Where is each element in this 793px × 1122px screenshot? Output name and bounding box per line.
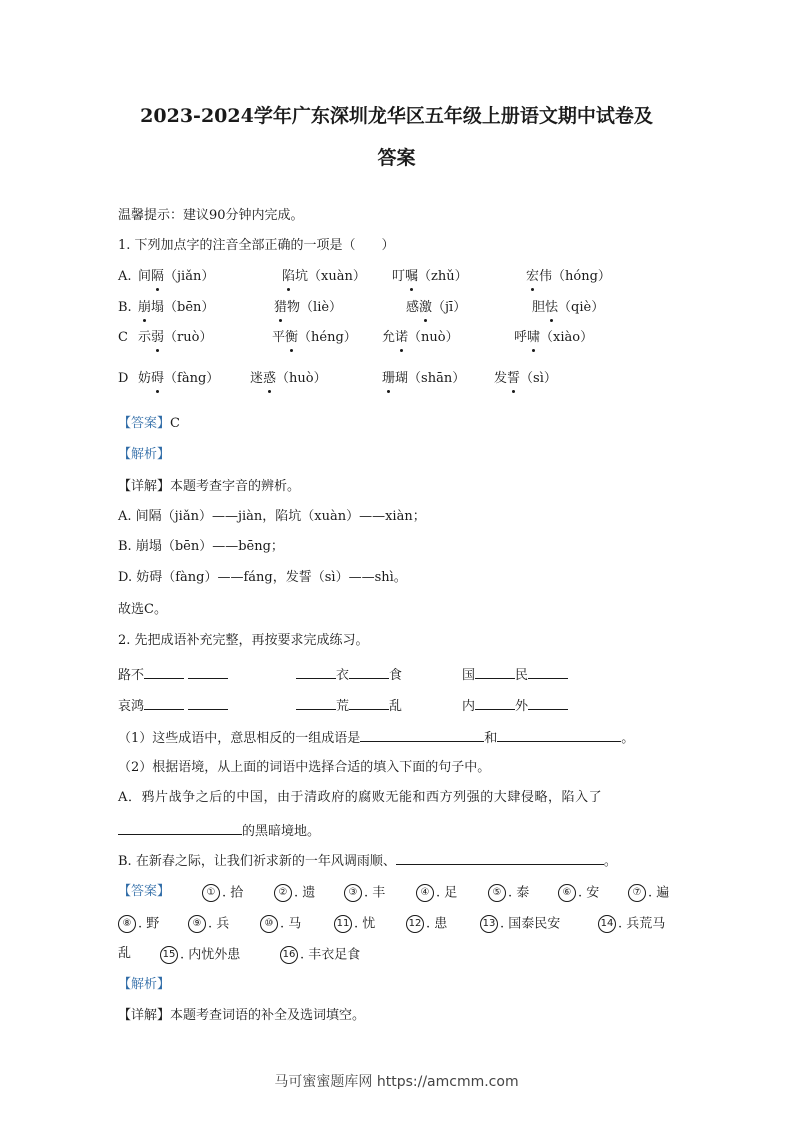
- idiom-1: 路不: [118, 666, 228, 684]
- q1-option-word: [274, 300, 342, 316]
- word-part: （xiào）: [540, 330, 594, 345]
- dotted-char: 惑: [263, 371, 277, 386]
- q1-option-word: [138, 269, 214, 285]
- dotted-char: 隔: [151, 269, 165, 284]
- word-part: 塌: [151, 300, 165, 315]
- circled-number: ⑧: [118, 915, 136, 933]
- dotted-char: 崩: [138, 300, 152, 315]
- word-part: （liè）: [300, 300, 343, 315]
- word-part: （huò）: [276, 371, 327, 386]
- answer-text: . 野: [138, 916, 160, 932]
- dotted-char: 珊: [382, 371, 396, 386]
- dotted-char: 碍: [151, 371, 165, 386]
- idiom-4: 哀鸿: [118, 697, 228, 715]
- answer-text: . 忧: [354, 916, 376, 932]
- q1-option-word: [526, 269, 611, 285]
- answer-text: . 拾: [222, 885, 244, 901]
- q1-explain-d: D. 妨碍（fàng）——fáng，发誓（sì）——shì。: [118, 570, 407, 585]
- q1-option-word: [282, 269, 366, 285]
- q2-sub1: （1）这些成语中，意思相反的一组成语是 和 。: [118, 731, 635, 746]
- q1-option-word: [406, 300, 466, 316]
- idiom-3: 国 民: [462, 666, 568, 684]
- q1-option-word: [532, 300, 604, 316]
- q2-sentence-b: B. 在新春之际，让我们祈求新的一年风调雨顺、 。: [118, 854, 617, 869]
- q2-sentence-a-tail: 的黑暗境地。: [118, 822, 320, 840]
- answer-text: . 兵荒马: [618, 916, 666, 932]
- answer-text: . 遍: [648, 885, 670, 901]
- circled-number: ②: [274, 884, 292, 902]
- q1-option-word: [514, 330, 593, 346]
- word-part: （xuàn）: [308, 269, 366, 284]
- circled-number: ⑥: [558, 884, 576, 902]
- circled-number: ④: [416, 884, 434, 902]
- circled-number: ⑤: [488, 884, 506, 902]
- q2-answer-item: [274, 884, 315, 902]
- dotted-char: 猎: [274, 300, 288, 315]
- answer-text: . 患: [426, 916, 448, 932]
- word-part: （jī）: [432, 300, 467, 315]
- tip-text: 温馨提示：建议90分钟内完成。: [118, 208, 304, 223]
- word-part: （shān）: [408, 371, 466, 386]
- word-part: （ruò）: [164, 330, 213, 345]
- word-part: （nuò）: [408, 330, 459, 345]
- word-part: （héng）: [298, 330, 357, 345]
- word-part: 平: [272, 330, 286, 345]
- q2-answer-item: [202, 884, 243, 902]
- q2-answer-item: [488, 884, 529, 902]
- word-part: 迷: [250, 371, 264, 386]
- q1-explain-b: B. 崩塌（bēn）——bēng；: [118, 539, 284, 554]
- dotted-char: 陷: [282, 269, 296, 284]
- page-title: 2023-2024学年广东深圳龙华区五年级上册语文期中试卷及: [140, 105, 653, 127]
- q1-answer: C: [170, 416, 180, 431]
- circled-number: ⑦: [628, 884, 646, 902]
- word-part: （qiè）: [558, 300, 605, 315]
- word-part: 间: [138, 269, 152, 284]
- dotted-char: 宏: [526, 269, 540, 284]
- q1-option-label: A.: [118, 269, 132, 284]
- word-part: 物: [287, 300, 301, 315]
- q2-analysis-tag: 【解析】: [118, 977, 171, 992]
- circled-number: 11: [334, 915, 352, 933]
- q2-answer-item: [118, 915, 159, 933]
- q1-option-word: [272, 330, 357, 346]
- q1-analysis-tag: 【解析】: [118, 447, 171, 462]
- idiom-2: 衣 食: [296, 666, 402, 684]
- q1-detail: 【详解】本题考查字音的辨析。: [118, 479, 301, 494]
- q1-option-word: [382, 371, 465, 387]
- circled-number: 12: [406, 915, 424, 933]
- dotted-char: 啸: [527, 330, 541, 345]
- answer-text: . 遗: [294, 885, 316, 901]
- word-part: （jiǎn）: [164, 269, 215, 284]
- dotted-char: 衡: [285, 330, 299, 345]
- word-part: 感: [406, 300, 420, 315]
- word-part: 叮: [392, 269, 406, 284]
- q1-option-label: D: [118, 371, 129, 386]
- answer-text: . 安: [578, 885, 600, 901]
- q1-option-word: [392, 269, 468, 285]
- circled-number: 15: [160, 946, 178, 964]
- idiom-6: 内 外: [462, 697, 568, 715]
- q2-answer-item: [188, 915, 229, 933]
- q2-sentence-a: A．鸦片战争之后的中国，由于清政府的腐败无能和西方列强的大肆侵略，陷入了: [118, 790, 603, 805]
- q2-sub2: （2）根据语境，从上面的词语中选择合适的填入下面的句子中。: [118, 760, 491, 775]
- q1-option-word: [250, 371, 327, 387]
- q1-explain-a: A. 间隔（jiǎn）——jiàn，陷坑（xuàn）——xiàn；: [118, 509, 426, 524]
- answer-text: . 丰衣足食: [300, 947, 361, 963]
- circled-number: ⑩: [260, 915, 278, 933]
- dotted-char: 弱: [151, 330, 165, 345]
- q2-answer-item: [416, 884, 457, 902]
- word-part: （fàng）: [164, 371, 220, 386]
- footer-watermark: 马可蜜蜜题库网 https://amcmm.com: [274, 1074, 519, 1090]
- word-part: 胆: [532, 300, 546, 315]
- q1-option-word: [138, 300, 214, 316]
- dotted-char: 誓: [507, 371, 521, 386]
- q2-detail: 【详解】本题考查词语的补全及选词填空。: [118, 1008, 366, 1023]
- word-part: 示: [138, 330, 152, 345]
- page-title-cont: 答案: [377, 147, 416, 169]
- q2-answer-item: [598, 915, 665, 933]
- q2-answer-item: [628, 884, 669, 902]
- circled-number: 16: [280, 946, 298, 964]
- q2-answer-item: [280, 946, 360, 964]
- dotted-char: 激: [419, 300, 433, 315]
- word-part: 呼: [514, 330, 528, 345]
- circled-number: 14: [598, 915, 616, 933]
- q2-stem: 2. 先把成语补充完整，再按要求完成练习。: [118, 633, 369, 648]
- q2-answer-item: [334, 915, 375, 933]
- q1-option-label: C: [118, 330, 128, 345]
- circled-number: 13: [480, 915, 498, 933]
- answer-text: . 丰: [364, 885, 386, 901]
- q2-answer-item: [480, 915, 560, 933]
- answer-tag: 【答案】: [118, 416, 171, 431]
- word-part: （sì）: [520, 371, 557, 386]
- answer-text: . 足: [436, 885, 458, 901]
- answer-text: . 马: [280, 916, 302, 932]
- word-part: 坑: [295, 269, 309, 284]
- q2-answer-item: [558, 884, 599, 902]
- dotted-char: 嘱: [405, 269, 419, 284]
- dotted-char: 怯: [545, 300, 559, 315]
- q1-option-word: [494, 371, 557, 387]
- q2-answer-item: [260, 915, 301, 933]
- q1-option-label: B.: [118, 300, 132, 315]
- word-part: 瑚: [395, 371, 409, 386]
- q1-option-word: [138, 330, 212, 346]
- q1-conclusion: 故选C。: [118, 602, 167, 617]
- answer-text: . 内忧外患: [180, 947, 241, 963]
- word-part: （hóng）: [552, 269, 611, 284]
- q2-answer-item: [406, 915, 447, 933]
- word-part: 允: [382, 330, 396, 345]
- idiom-5: 荒 乱: [296, 697, 402, 715]
- q2-answer-cont: 乱: [118, 946, 132, 961]
- q2-answer-item: [344, 884, 385, 902]
- word-part: 伟: [539, 269, 553, 284]
- answer-text: . 泰: [508, 885, 530, 901]
- q1-option-word: [382, 330, 459, 346]
- q1-stem: 1. 下列加点字的注音全部正确的一项是（ ）: [118, 238, 395, 253]
- q2-answer-tag: 【答案】: [118, 884, 171, 899]
- word-part: （bēn）: [164, 300, 215, 315]
- answer-text: . 兵: [208, 916, 230, 932]
- word-part: （zhǔ）: [418, 269, 468, 284]
- word-part: 发: [494, 371, 508, 386]
- answer-text: . 国泰民安: [500, 916, 561, 932]
- q1-answer-line: [118, 416, 180, 432]
- q1-option-word: [138, 371, 219, 387]
- word-part: 妨: [138, 371, 152, 386]
- circled-number: ③: [344, 884, 362, 902]
- circled-number: ⑨: [188, 915, 206, 933]
- dotted-char: 诺: [395, 330, 409, 345]
- circled-number: ①: [202, 884, 220, 902]
- q2-answer-item: [160, 946, 240, 964]
